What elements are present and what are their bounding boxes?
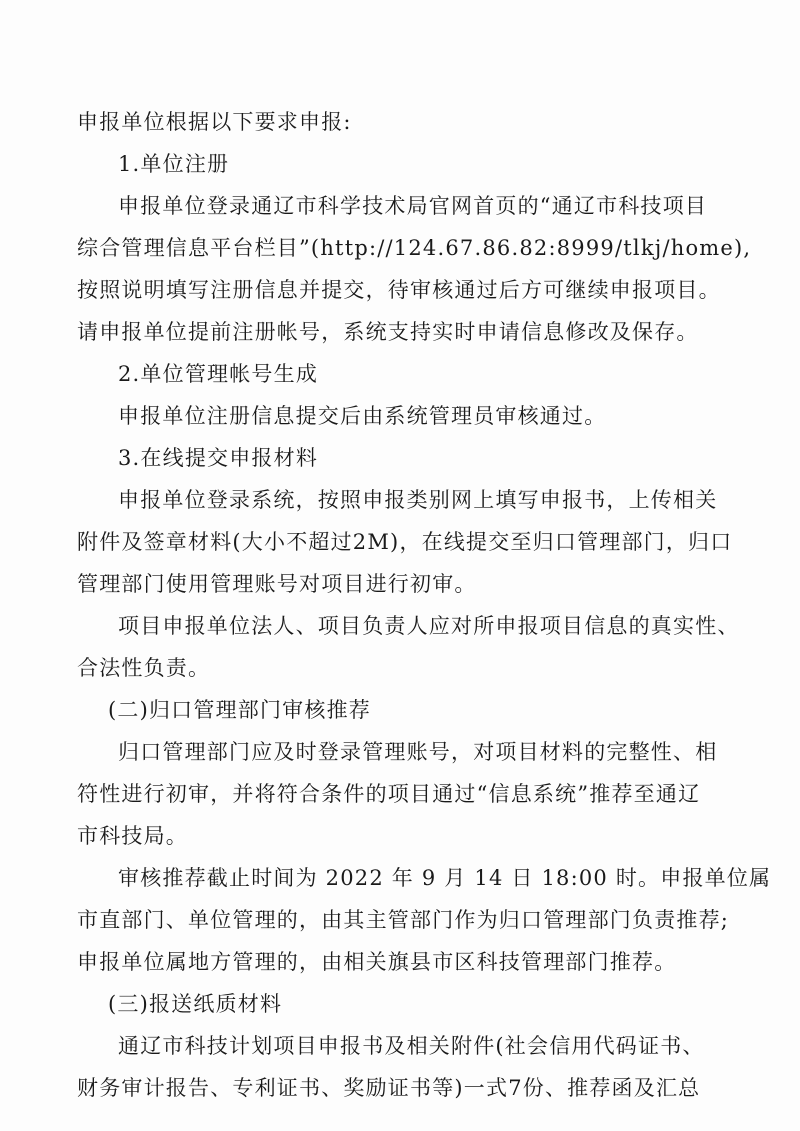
text-line-17: 符性进行初审，并将符合条件的项目通过“信息系统”推荐至通辽 bbox=[77, 782, 701, 806]
text-line-16: 归口管理部门应及时登录管理账号，对项目材料的完整性、相 bbox=[118, 740, 718, 764]
text-line-1: 申报单位根据以下要求申报: bbox=[77, 110, 352, 134]
heading-online-submission: 3.在线提交申报材料 bbox=[118, 446, 319, 470]
heading-paper-materials: (三)报送纸质材料 bbox=[108, 992, 283, 1016]
text-line-18: 市科技局。 bbox=[77, 824, 188, 848]
heading-unit-registration: 1.单位注册 bbox=[118, 152, 230, 176]
text-line-11: 附件及签章材料(大小不超过2M)，在线提交至归口管理部门，归口 bbox=[77, 530, 733, 554]
text-line-23: 通辽市科技计划项目申报书及相关附件(社会信用代码证书、 bbox=[118, 1034, 705, 1058]
text-line-21: 申报单位属地方管理的，由相关旗县市区科技管理部门推荐。 bbox=[77, 950, 677, 974]
text-line-19: 审核推荐截止时间为 2022 年 9 月 14 日 18:00 时。申报单位属 bbox=[118, 866, 772, 890]
text-line-20: 市直部门、单位管理的，由其主管部门作为归口管理部门负责推荐; bbox=[77, 908, 730, 932]
heading-account-generation: 2.单位管理帐号生成 bbox=[118, 362, 319, 386]
text-line-13: 项目申报单位法人、项目负责人应对所申报项目信息的真实性、 bbox=[118, 614, 740, 638]
text-line-8: 申报单位注册信息提交后由系统管理员审核通过。 bbox=[118, 404, 607, 428]
heading-review-recommendation: (二)归口管理部门审核推荐 bbox=[108, 698, 371, 722]
text-line-3: 申报单位登录通辽市科学技术局官网首页的“通辽市科技项目 bbox=[118, 194, 708, 218]
text-line-14: 合法性负责。 bbox=[77, 656, 211, 680]
text-line-5: 按照说明填写注册信息并提交，待审核通过后方可继续申报项目。 bbox=[77, 278, 721, 302]
text-line-6: 请申报单位提前注册帐号，系统支持实时申请信息修改及保存。 bbox=[77, 320, 699, 344]
text-line-4: 综合管理信息平台栏目”(http://124.67.86.82:8999/tlkj/home), bbox=[77, 236, 752, 260]
text-line-10: 申报单位登录系统，按照申报类别网上填写申报书，上传相关 bbox=[118, 488, 718, 512]
text-line-24: 财务审计报告、专利证书、奖励证书等)一式7份、推荐函及汇总 bbox=[77, 1076, 701, 1100]
text-line-12: 管理部门使用管理账号对项目进行初审。 bbox=[77, 572, 477, 596]
